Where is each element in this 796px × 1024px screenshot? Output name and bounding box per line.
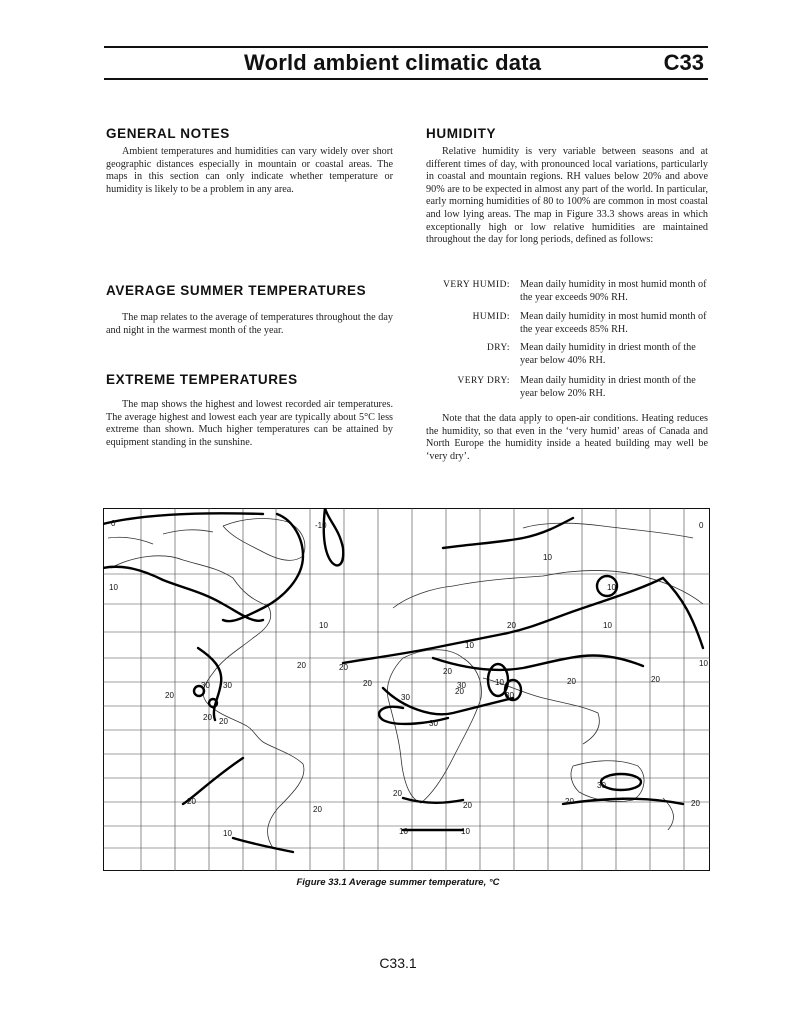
isotherm-label: 0 (111, 519, 116, 528)
general-notes-text: Ambient temperatures and humidities can vary widely over short geographic distances especially in mountain or coastal areas. The maps in this section can only indicate whether temperature or humidity is likely to be a problem in any area. (106, 146, 393, 195)
isotherm-label: 30 (457, 681, 466, 690)
definition-text-very-humid: Mean daily humidity in most humid month of the year exceeds 90% RH. (520, 279, 707, 303)
section-code: C33 (663, 50, 704, 75)
isotherm-label: 10 (543, 553, 552, 562)
definition-text-humid: Mean daily humidity in most humid month of the year exceeds 85% RH. (520, 311, 707, 335)
world-temperature-map (103, 508, 710, 871)
page-header (104, 50, 708, 80)
isotherm-label: 30 (201, 681, 210, 690)
isotherm-label: 30 (223, 681, 232, 690)
isotherm-label: 10 (465, 641, 474, 650)
definition-text-dry: Mean daily humidity in driest month of the year below 40% RH. (520, 342, 696, 366)
isotherm-label: 30 (401, 693, 410, 702)
humidity-intro: Relative humidity is very variable between seasons and at different times of day, with pronounced local variations, particularly in coastal and mountain regions. RH values below 20% and above 90% are to be expected in almost any part of the world. In particular, early morning humidities of 80 to 100% are common in most coastal and low lying areas. The map in Figure 33.3 shows areas in which exceptionally high or low relative humidities are maintained throughout the day for long periods, defined as follows: (426, 146, 708, 246)
definition-term-very-dry: VERY DRY: (457, 376, 510, 386)
isotherm-label: 20 (203, 713, 212, 722)
general-notes-heading: GENERAL NOTES (106, 126, 230, 141)
isotherm-label: 20 (363, 679, 372, 688)
extreme-temps-heading: EXTREME TEMPERATURES (106, 372, 298, 387)
page-title: World ambient climatic data (244, 50, 542, 75)
summer-temps-text: The map relates to the average of temperatures throughout the day and night in the warmest month of the year. (106, 312, 393, 336)
extreme-temps-text: The map shows the highest and lowest recorded air temperatures. The average highest and lowest each year are typically about 5°C less extreme than shown. Much higher temperatures can be attained by equipment standing in the sunshine. (106, 399, 393, 448)
isotherm-label: 30 (597, 781, 606, 790)
isotherm-label: 20 (463, 801, 472, 810)
isotherm-label: 10 (109, 583, 118, 592)
isotherm-label: 20 (297, 661, 306, 670)
header-top-rule (104, 46, 708, 48)
definition-term-dry: DRY: (486, 343, 510, 353)
isotherm-label: 30 (429, 719, 438, 728)
isotherm-label: 20 (455, 687, 464, 696)
isotherm-label: 10 (399, 827, 408, 836)
isotherm-label: 10 (607, 583, 616, 592)
isotherm-label: 20 (393, 789, 402, 798)
isotherm-label: -10 (315, 521, 327, 530)
isotherm-label: 0 (699, 521, 704, 530)
isotherm-label: 20 (219, 717, 228, 726)
isotherm-label: 20 (187, 797, 196, 806)
isotherm-label: 10 (603, 621, 612, 630)
isotherm-label: 30 (505, 691, 514, 700)
isotherm-label: 20 (313, 805, 322, 814)
isotherm-label: 20 (443, 667, 452, 676)
isotherm-label: 10 (699, 659, 708, 668)
figure-caption: Figure 33.1 Average summer temperature, °C (296, 877, 500, 888)
definition-term-humid: HUMID: (472, 312, 510, 322)
isotherm-label: 20 (507, 621, 516, 630)
isotherm-label: 10 (223, 829, 232, 838)
humidity-heading: HUMIDITY (426, 126, 497, 141)
isotherm-label: 20 (339, 663, 348, 672)
isotherm-label: 10 (495, 678, 504, 687)
header-bottom-rule (104, 78, 708, 80)
isotherm-label: 20 (567, 677, 576, 686)
page-number: C33.1 (379, 955, 417, 971)
isotherm-label: 20 (651, 675, 660, 684)
humidity-note: Note that the data apply to open-air conditions. Heating reduces the humidity, so that even in the ‘very humid’ areas of Canada and North Europe the humidity inside a heated building may well be ‘very dry’. (426, 413, 708, 462)
isotherm-label: 10 (461, 827, 470, 836)
summer-temps-heading: AVERAGE SUMMER TEMPERATURES (106, 283, 367, 298)
isotherm-label: 10 (319, 621, 328, 630)
definition-text-very-dry: Mean daily humidity in driest month of the year below 20% RH. (520, 375, 696, 399)
definition-term-very-humid: VERY HUMID: (443, 280, 510, 290)
isotherm-label: 20 (565, 797, 574, 806)
isotherm-label: 20 (165, 691, 174, 700)
isotherm-label: 20 (691, 799, 700, 808)
